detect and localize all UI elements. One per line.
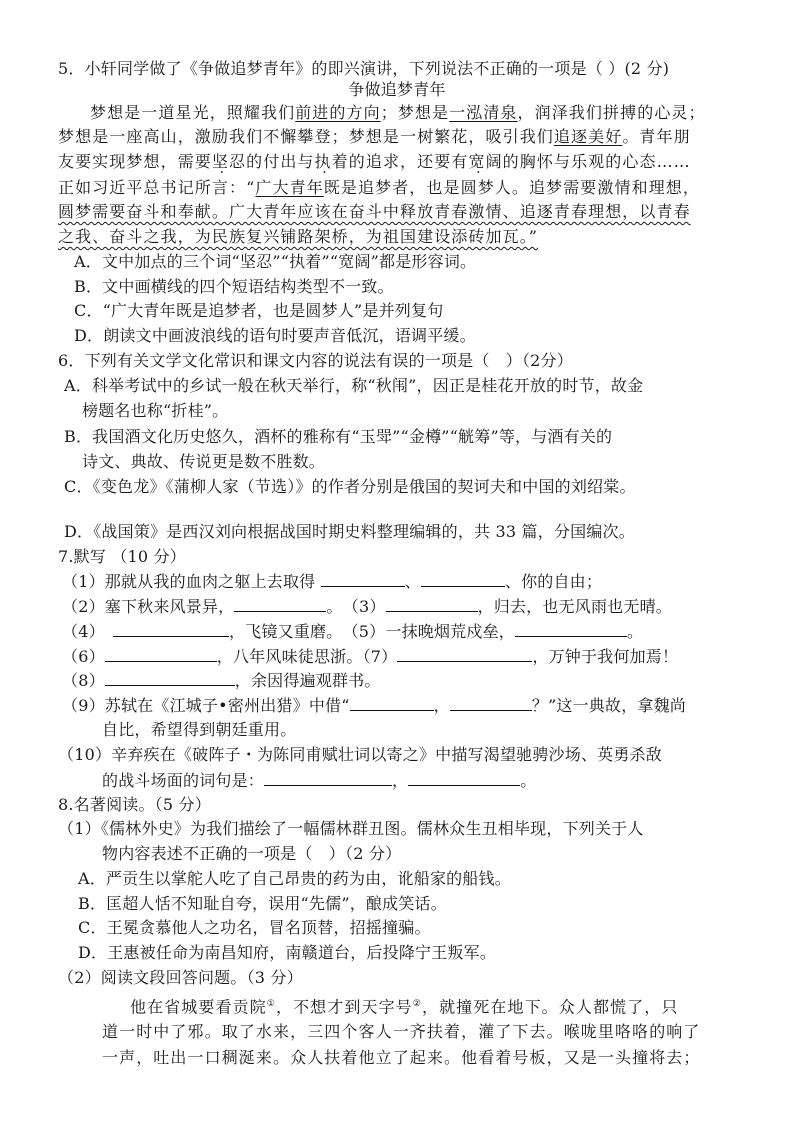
q5-option-c: C．“广大青年既是追梦者，也是圆梦人”是并列复句 [74,301,444,320]
q7-item-6-7: （6） ，八年风味徒思浙。（7） ，万钟于我何加焉！ [62,647,679,666]
q6-option-a-line-2: 榜题名也称“折桂”。 [82,401,229,420]
q8-option-b: B．匡超人恬不知耻自夸，误用“先儒”，酿成笑话。 [78,894,447,913]
wavy-line-text-1: 圆梦需要奋斗和奉献。广大青年应该在奋斗中释放青春激情、追逐青春理想，以青春 [58,202,691,221]
q6-stem: 6．下列有关文学文化常识和课文内容的说法有误的一项是（ ）（2分） [58,351,573,370]
answer-blank[interactable] [105,645,217,662]
answer-blank[interactable] [397,645,532,662]
q7-item-4-5: （4） ，飞镜又重磨。 （5）一抹晚烟荒戍垒， 。 [62,622,644,641]
q5-para-line-2: 梦想是一座高山，激励我们不懈攀登；梦想是一树繁花，吸引我们追逐美好。青年朋 [58,127,691,146]
q5-option-a: A．文中加点的三个词“坚忍”“执着”“宽阔”都是形容词。 [74,252,477,271]
wavy-line-text-2: 之我、奋斗之我，为民族复兴铺路架桥，为祖国建设添砖加瓦。” [58,227,539,246]
answer-blank[interactable] [234,595,326,612]
dotted-char-jian: 坚 [211,152,230,171]
q7-item-1: （1）那就从我的血肉之躯上去取得 、 、你的自由； [62,572,603,591]
q5-option-b: B．文中画横线的四个短语结构类型不一致。 [74,277,394,296]
q8-stem: 8.名著阅读。（5 分） [58,795,211,814]
answer-blank[interactable] [450,694,532,711]
q5-stem: 5．小轩同学做了《争做追梦青年》的即兴演讲，下列说法不正确的一项是（ ）(2 分) [58,59,670,78]
q7-item-10-line-1: （10）辛弃疾在《破阵子・为陈同甫赋壮词以寄之》中描写渴望驰骋沙场、英勇杀敌 [58,745,662,764]
q8-reading-line-2: 道一时中了邪。取了水来，三四个客人一齐扶着，灌了下去。喉咙里咯咯的响了 [102,1022,701,1041]
underlined-phrase-3: 追逐美好 [553,127,623,146]
q7-item-8: （8） ，余因得遍观群书。 [62,671,381,690]
q5-para-line-6 [58,226,538,248]
q8-sub2-stem: （2）阅读文段回答问题。（3 分） [58,968,303,987]
q5-para-line-4: 正如习近平总书记所言：“广大青年既是追梦者，也是圆梦人。追梦需要激情和理想， [58,178,700,197]
q6-option-b-line-2: 诗文、典故、传说更是数不胜数。 [82,452,326,471]
answer-blank[interactable] [350,694,434,711]
q8-option-a: A．严贡生以掌舵人吃了自己昂贵的药为由，讹船家的船钱。 [78,869,511,888]
q6-option-b-line-1: B．我国酒文化历史悠久，酒杯的雅称有“玉斝”“金樽”“觥筹”等，与酒有关的 [64,427,613,446]
q8-reading-line-1: 他在省城要看贡院①，不想才到天字号②，就撞死在地下。众人都慌了，只 [130,997,679,1017]
q7-stem: 7.默写 （10 分） [58,547,186,566]
q8-sub1-line-1: （1）《儒林外史》为我们描绘了一幅儒林群丑图。儒林众生丑相毕现，下列关于人 [58,819,644,838]
q8-sub1-line-2: 物内容表述不正确的一项是（ ）（2 分） [102,844,402,863]
answer-blank[interactable] [515,620,627,637]
q8-option-d: D．王惠被任命为南昌知府，南赣道台，后投降宁王叛军。 [78,943,497,962]
q7-item-9-line-1: （9）苏轼在《江城子•密州出猎》中借“ ， ？”这一典故，拿魏尚 [62,696,686,715]
dotted-char-zhi: 执 [314,152,332,171]
q7-item-2-3: （2）塞下秋来风景异， 。 （3） ，归去，也无风雨也无晴。 [62,597,672,616]
answer-blank[interactable] [105,669,235,686]
q6-option-d: D．《战国策》是西汉刘向根据战国时期史料整理编辑的，共 33 篇，分国编次。 [64,522,635,541]
q5-para-line-3: 友要实现梦想，需要坚忍的付出与执着的追求，还要有宽阔的胸怀与乐观的心态…… [58,152,691,171]
underlined-phrase-4: 广大青年 [255,178,324,197]
q5-para-line-1: 梦想是一道星光，照耀我们前进的方向；梦想是一泓清泉，润泽我们拼搏的心灵； [90,103,706,122]
q5-essay-title: 争做追梦青年 [348,80,446,99]
underlined-phrase-2: 一泓清泉 [449,103,518,122]
footnote-marker-2: ② [412,999,422,1009]
dotted-char-kuan: 宽 [468,152,486,171]
q6-option-c: C．《变色龙》《蒲柳人家（节选）》的作者分别是俄国的契诃夫和中国的刘绍棠。 [64,477,636,496]
underlined-phrase-1: 前进的方向 [295,103,381,122]
q6-option-a-line-1: A．科举考试中的乡试一般在秋天举行，称“秋闱”，因正是桂花开放的时节，故金 [64,376,644,395]
q7-item-9-line-2: 自比，希望得到朝廷重用。 [102,720,297,739]
q8-option-c: C．王冕贪慕他人之功名，冒名顶替，招摇撞骗。 [78,918,431,937]
answer-blank[interactable] [421,570,505,587]
answer-blank[interactable] [321,570,405,587]
answer-blank[interactable] [408,769,520,786]
q7-item-10-line-2: 的战斗场面的词句是： ， 。 [102,771,537,790]
answer-blank[interactable] [386,595,478,612]
footnote-marker-1: ① [266,999,276,1009]
answer-blank[interactable] [264,769,392,786]
q5-option-d: D．朗读文中画波浪线的语句时要声音低沉，语调平缓。 [74,326,476,345]
answer-blank[interactable] [113,620,229,637]
q5-para-line-5 [58,201,691,223]
q8-reading-line-3: 一声，吐出一口稠涎来。众人扶着他立了起来。他看着号板，又是一头撞将去； [102,1048,701,1067]
